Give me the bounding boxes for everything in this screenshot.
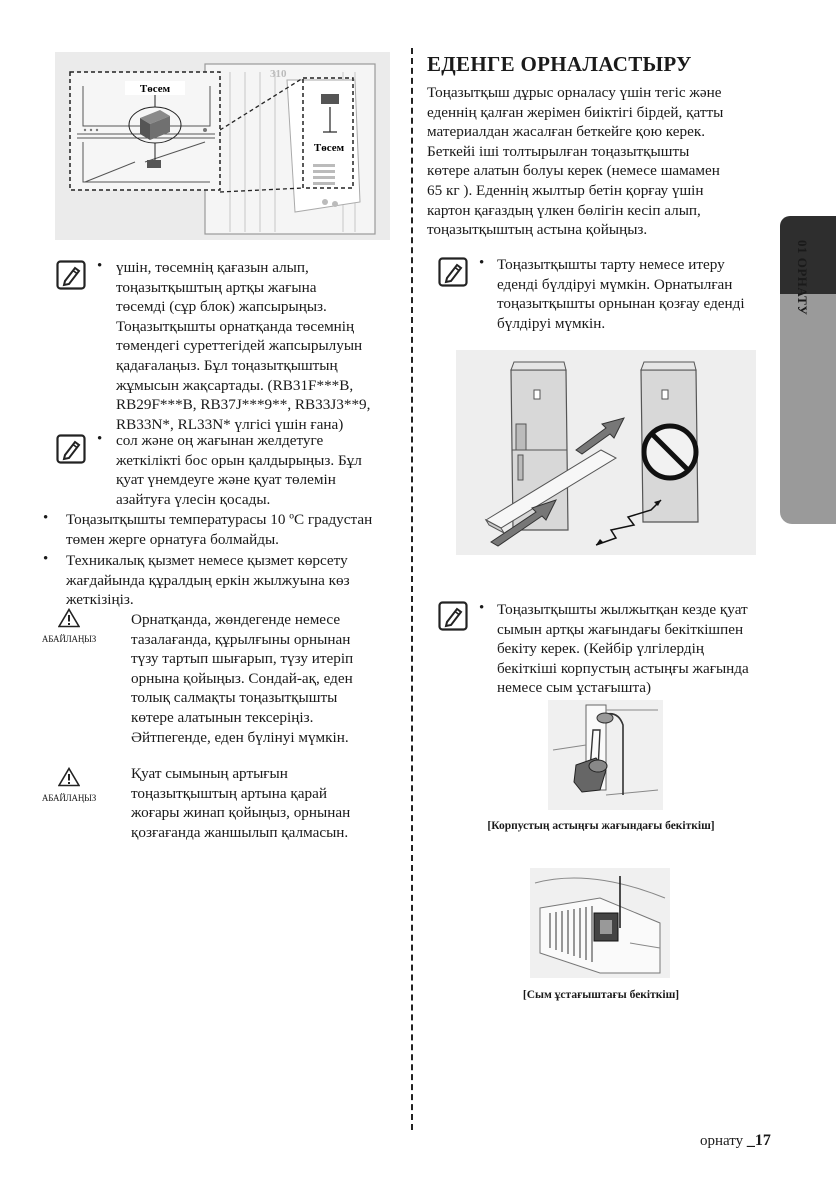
warning1-line: толық салмақты тоңазытқышты [131, 689, 338, 707]
page-footer [700, 1132, 771, 1150]
note4-text [497, 600, 772, 698]
paragraph-line: 65 кг ). Еденнің жылтыр бетін қорғау үшін [427, 181, 704, 199]
note4-line: сымын артқы жағындағы бекіткішпен [497, 620, 744, 638]
paragraph-line: материалдан жасалған беткейге қою керек. [427, 123, 706, 141]
column-divider [411, 48, 413, 1130]
warning2-line: тоңазытқыштың артына қарай [131, 784, 328, 802]
side-tab-light [780, 294, 836, 524]
warning2-text [131, 764, 396, 842]
bullet-dot: • [43, 510, 49, 526]
note3-line: бүлдіруі мүмкін. [497, 314, 606, 332]
gasket-figure [55, 52, 390, 240]
moving-fridge-figure [456, 350, 756, 555]
note-icon [438, 257, 468, 287]
note4-line: немесе сым ұстағышта) [497, 679, 652, 697]
warning1-text [131, 610, 396, 747]
paragraph-line: Беткейі іші толтырылған тоңазытқышты [427, 142, 690, 160]
bullet2-line: жағдайында құралдың еркін жылжуына көз [66, 571, 350, 589]
warning-label: АБАЙЛАҢЫЗ [41, 634, 97, 644]
note4-line: бекіткіші корпустың астыңғы жағында [497, 659, 749, 677]
paragraph-line: Тоңазытқыш дұрыс орналасу үшін тегіс және [427, 84, 722, 101]
paragraph-line: көтере алатын болуы керек (немесе шамамен [427, 162, 720, 180]
warning-label: АБАЙЛАҢЫЗ [41, 793, 97, 803]
prohibited-icon [644, 426, 696, 478]
note2-text [116, 431, 396, 509]
bullet2-text [66, 551, 396, 610]
note1-line: үшін, төсемнің қағазын алып, [116, 259, 309, 276]
note4-line: бекіту керек. (Кейбір үлгілердің [497, 640, 704, 658]
note1-line: төмендегі суреттегідей жапсырылуын [116, 337, 363, 355]
bullet-dot: • [97, 431, 103, 447]
warning1-line: түзу тартып шығарып, түзу итеріп [131, 650, 354, 668]
section-title: ЕДЕНГЕ ОРНАЛАСТЫРУ [427, 52, 692, 76]
footer-section: орнату [700, 1133, 744, 1149]
note1-line: жұмысын жақсартады. (RB31F***B, [116, 376, 354, 394]
side-tab-label: 01 ОРНАТУ [795, 240, 810, 316]
note1-line: RB33N*, RL33N* үлгісі үшін ғана) [116, 415, 344, 433]
floor-paragraph [427, 83, 772, 240]
note2-line: азайтуға үлесін қосады. [116, 490, 271, 508]
bullet1-text [66, 510, 396, 549]
note3-line: тоңазытқышты орнынан қозғау еденді [497, 295, 745, 313]
note2-line: қуат үнемдеуге және қуат төлемін [116, 471, 336, 489]
bullet2-line: Техникалық қызмет немесе қызмет көрсету [66, 552, 348, 569]
note2-line: сол және оң жағынан желдетуге [116, 432, 324, 449]
warning-triangle-icon [58, 608, 80, 628]
bullet-dot: • [43, 551, 49, 567]
warning2-line: жоғары жинап қойыңыз, орнынан [131, 804, 351, 822]
bullet-dot: • [97, 258, 103, 274]
paragraph-line: тоңазытқыштың астына қойыңыз. [427, 221, 648, 239]
bullet1-line: төмен жерге орнатуға болмайды. [66, 530, 279, 548]
warning-badge [38, 608, 100, 644]
warning1-line: тазалағанда, құрылғыны орнынан [131, 630, 351, 648]
caption-bottom-clip: [Корпустың астыңғы жағындағы бекіткіш] [487, 820, 715, 832]
note1-line: Тоңазытқышты орнатқанда төсемнің [116, 317, 355, 335]
warning2-line: Қуат сымының артығын [131, 765, 288, 782]
warning-triangle-icon [58, 767, 80, 787]
warning1-line: Әйтпегенде, еден бүлінуі мүмкін. [131, 728, 349, 746]
note3-line: еденді бүлдіруі мүмкін. Орнатылған [497, 275, 733, 293]
page-number: _17 [746, 1132, 771, 1149]
cord-clip-bottom-figure [548, 700, 663, 810]
note-icon [438, 601, 468, 631]
caption-cord-holder: [Сым ұстағыштағы бекіткіш] [522, 989, 680, 1001]
note-icon [56, 434, 86, 464]
warning2-line: қозғағанда жаншылып қалмасын. [131, 823, 349, 841]
note3-text [497, 255, 772, 333]
gasket-label-right: Төсем [313, 142, 345, 154]
cord-holder-figure [530, 868, 670, 978]
warning1-line: орнына қойыңыз. Сондай-ақ, еден [131, 669, 353, 687]
fridge-back-illustration [205, 64, 375, 234]
warning1-line: Орнатқанда, жөндегенде немесе [131, 611, 341, 628]
bullet-dot: • [479, 255, 485, 271]
warning1-line: көтере алатынын тексеріңіз. [131, 708, 314, 726]
paragraph-line: еденнің қалған жерімен биіктігі бірдей, қатты [427, 103, 724, 121]
warning-badge [38, 767, 100, 803]
gasket-label-left: Төсем [139, 83, 171, 95]
paragraph-line: картон қағаздың үлкен бөлігін кесіп алып, [427, 201, 701, 219]
note-icon [56, 260, 86, 290]
bullet-dot: • [479, 600, 485, 616]
bullet1-line: Тоңазытқышты температурасы 10 ºC градустан [66, 511, 373, 528]
note4-line: Тоңазытқышты жылжытқан кезде қуат [497, 601, 748, 618]
note3-line: Тоңазытқышты тарту немесе итеру [497, 256, 725, 273]
note2-line: жеткілікті бос орын қалдырыңыз. Бұл [116, 451, 362, 469]
note1-line: тоңазытқыштың артқы жағына [116, 278, 317, 296]
fridge-number: 310 [270, 68, 287, 80]
bullet2-line: жеткізіңіз. [66, 591, 134, 609]
note1-line: RB29F***B, RB37J***9**, RB33J3**9, [116, 396, 371, 414]
note1-line: қадағалаңыз. Бұл тоңазытқыштың [116, 356, 338, 374]
note1-line: төсемді (сұр блок) жапсырыңыз. [116, 298, 327, 316]
note1-text [116, 258, 396, 434]
